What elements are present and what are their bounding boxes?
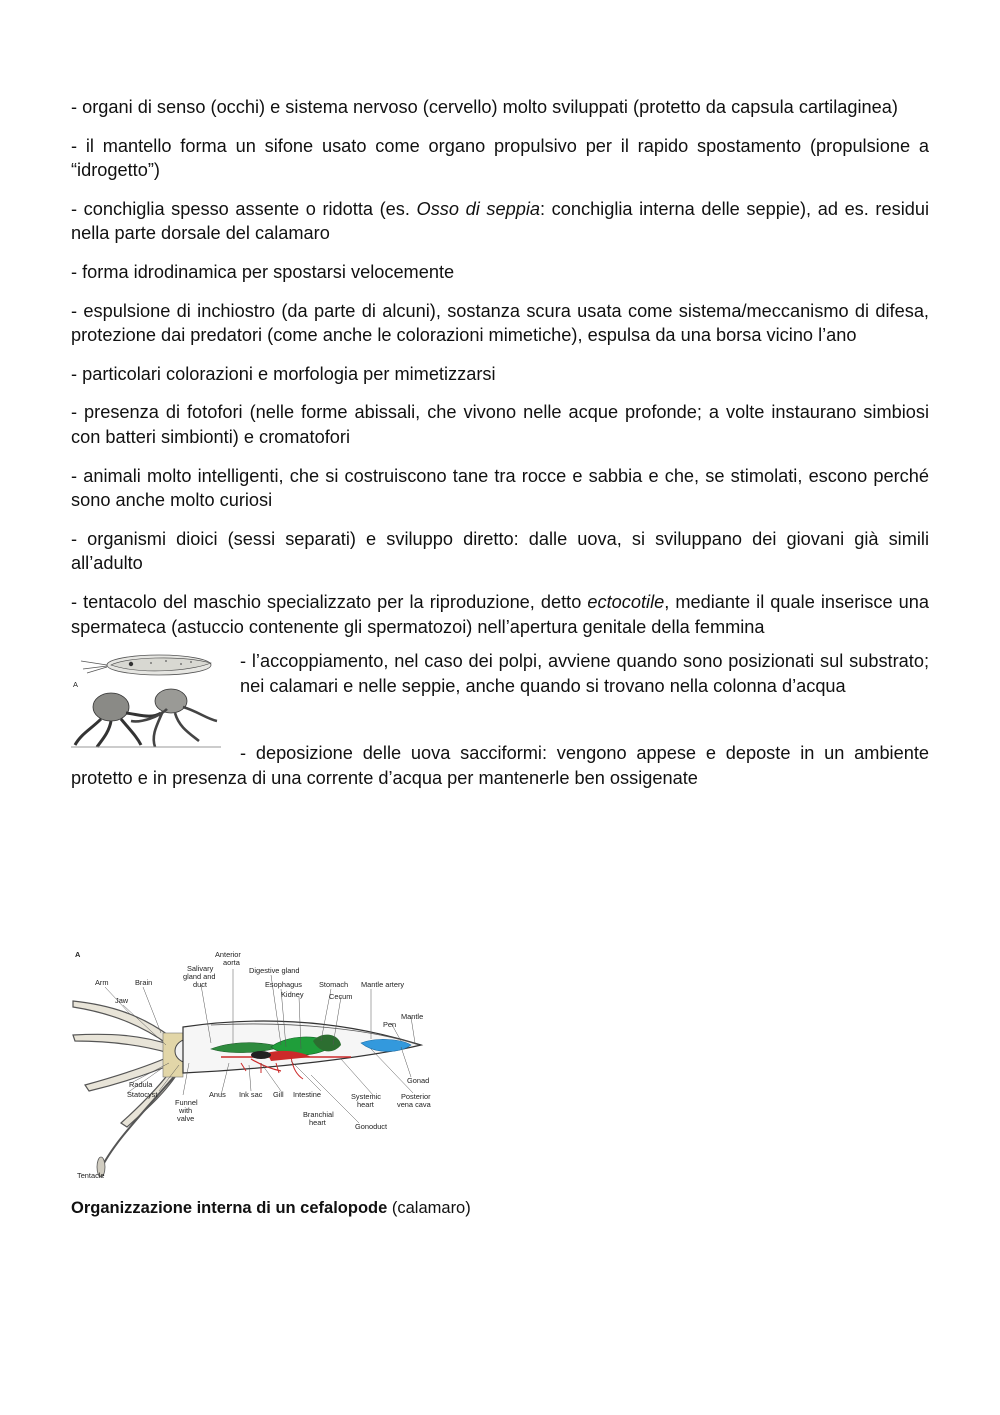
thumb-label: A: [73, 680, 78, 690]
label-funnel-2: with: [179, 1106, 193, 1115]
label-aorta-1: Anterior: [215, 950, 241, 959]
label-systemic-1: Systemic: [351, 1092, 381, 1101]
label-gonad: Gonad: [407, 1076, 430, 1085]
paragraph-shell: [71, 197, 929, 246]
label-jaw: Jaw: [115, 996, 129, 1005]
diagram-panel-label: A: [75, 950, 81, 959]
label-pen: Pen: [383, 1020, 397, 1029]
caption-subtitle: (calamaro): [387, 1199, 471, 1217]
paragraph-dioecious: - organismi dioici (sessi separati) e sviluppo diretto: dalle uova, si sviluppano dei giovani già simili all’adulto: [71, 528, 929, 574]
italic-term: Osso di seppia: [416, 198, 540, 219]
italic-term: ectocotile: [587, 591, 665, 612]
document-body: [71, 95, 929, 804]
label-branchial-1: Branchial: [303, 1110, 334, 1119]
label-gill: Gill: [273, 1090, 284, 1099]
text-run: - tentacolo del maschio specializzato per la riproduzione, detto: [71, 591, 588, 612]
squid-anatomy-diagram: [71, 945, 441, 1180]
paragraph-intelligence: - animali molto intelligenti, che si costruiscono tane tra rocce e sabbia e che, se stimolati, escono perché sono anche molto curiosi: [71, 465, 929, 511]
paragraph-sense-organs: - organi di senso (occhi) e sistema nervoso (cervello) molto sviluppati (protetto da capsula cartilaginea): [71, 97, 898, 117]
paragraph-eggs: - deposizione delle uova sacciformi: vengono appese e deposte in un ambiente protetto e in presenza di una corrente d’acqua per mantenerle ben ossigenate: [71, 743, 929, 788]
text-run: : conchiglia interna delle seppie), ad es. residui nella parte dorsale del calamaro: [71, 198, 930, 244]
label-aorta-2: aorta: [223, 958, 240, 967]
label-brain: Brain: [135, 978, 153, 987]
label-mantle-artery: Mantle artery: [361, 980, 405, 989]
text-run: , mediante il quale inserisce una spermateca (astuccio contenente gli spermatozoi) nell’apertura genitale della femmina: [71, 591, 929, 637]
paragraph-camouflage: - particolari colorazioni e morfologia per mimetizzarsi: [71, 363, 496, 384]
label-radula: Radula: [129, 1080, 153, 1089]
paragraph-hectocotylus: [71, 590, 929, 639]
label-tentacle: Tentacle: [77, 1171, 105, 1180]
label-kidney: Kidney: [281, 990, 304, 999]
text-run: - conchiglia spesso assente o ridotta (es.: [71, 198, 417, 219]
label-mantle: Mantle: [401, 1012, 424, 1021]
caption-title: Organizzazione interna di un cefalopode: [71, 1199, 388, 1217]
label-funnel-3: valve: [177, 1114, 195, 1123]
label-statocyst: Statocyst: [127, 1090, 158, 1099]
label-posterior-2: vena cava: [397, 1100, 431, 1109]
mating-illustration: [71, 649, 221, 749]
label-stomach: Stomach: [319, 980, 349, 989]
label-digestive-gland: Digestive gland: [249, 966, 300, 975]
label-salivary-3: duct: [193, 980, 207, 989]
paragraph-hydrodynamic: - forma idrodinamica per spostarsi velocemente: [71, 261, 455, 282]
label-branchial-2: heart: [309, 1118, 326, 1127]
figure-caption: [71, 1197, 471, 1219]
paragraph-mantle-siphon: - il mantello forma un sifone usato come organo propulsivo per il rapido spostamento (propulsione a “idrogetto”): [71, 135, 929, 181]
label-esophagus: Esophagus: [265, 980, 302, 989]
label-salivary-2: gland and: [183, 972, 216, 981]
paragraph-mating: - l’accoppiamento, nel caso dei polpi, avviene quando sono posizionati sul substrato; nei calamari e nelle seppie, anche quando si trovano nella colonna d’acqua: [240, 651, 929, 696]
label-intestine: Intestine: [293, 1090, 321, 1099]
mating-figure-row: [71, 649, 929, 741]
label-ink-sac: Ink sac: [239, 1090, 263, 1099]
paragraph-ink: - espulsione di inchiostro (da parte di alcuni), sostanza scura usata come sistema/meccanismo di difesa, protezione dai predatori (come anche le colorazioni mimetiche), espulsa da una borsa vicino l’ano: [71, 300, 929, 346]
label-anus: Anus: [209, 1090, 226, 1099]
label-salivary-1: Salivary: [187, 964, 214, 973]
label-gonoduct: Gonoduct: [355, 1122, 388, 1131]
label-funnel-1: Funnel: [175, 1098, 198, 1107]
paragraph-photophores: - presenza di fotofori (nelle forme abissali, che vivono nelle acque profonde; a volte instaurano simbiosi con batteri simbionti) e cromatofori: [71, 402, 929, 447]
label-systemic-2: heart: [357, 1100, 374, 1109]
label-cecum: Cecum: [329, 992, 353, 1001]
label-posterior-1: Posterior: [401, 1092, 431, 1101]
label-arm: Arm: [95, 978, 109, 987]
